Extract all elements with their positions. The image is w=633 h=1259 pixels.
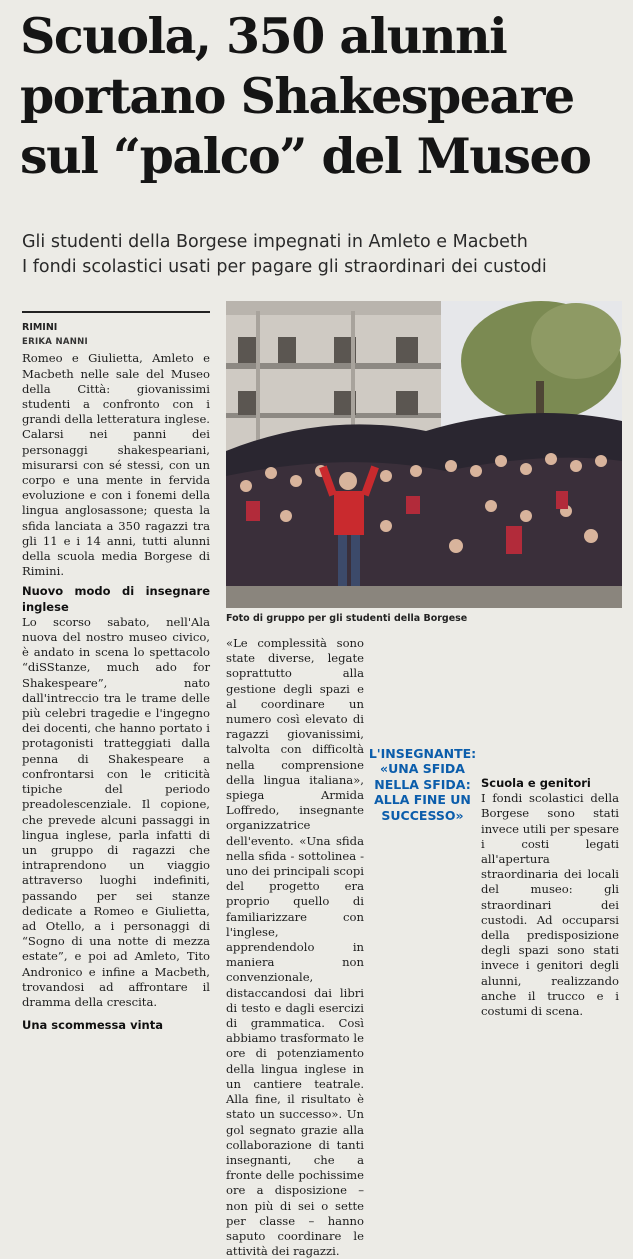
article-column-3 [481,776,619,1019]
article-column-2 [226,636,364,1259]
section-1-title: Nuovo modo di insegnare inglese [22,584,210,614]
byline-city: RIMINI [22,322,58,333]
pull-quote-label: L'INSEGNANTE: [368,746,477,761]
subheadline-line-2: I fondi scolastici usati per pagare gli straordinari dei custodi [22,257,547,277]
byline-author: ERIKA NANNI [22,337,89,348]
subheadline-line-1: Gli studenti della Borgese impegnati in Amleto e Macbeth [22,232,528,252]
section-2-text: «Le complessità sono state diverse, legate soprattutto alla gestione degli spazi e al coordinare un numero così elevato di ragazzi giovanissimi, talvolta con difficoltà nella comprensione della lingua italiana», spiega Armida Loffredo, insegnante organizzatrice dell'evento. «Una sfida nella sfida - sottolinea - uno dei principali scopi del progetto era proprio quello di familiarizzare con l'inglese, apprendendolo in maniera non convenzionale, distaccandosi dai libri di testo e dagli esercizi di grammatica. Così abbiamo trasformato le ore di potenziamento della lingua inglese in un cantiere teatrale. Alla fine, il risultato è stato un successo». Un gol segnato grazie alla collaborazione di tanti insegnanti, che a fronte delle pochissime ore a disposizione – non più di sei o sette per classe – hanno saputo coordinare le attività dei ragazzi. [226,636,364,1259]
photo-caption: Foto di gruppo per gli studenti della Borgese [226,613,468,624]
article-column-1 [22,320,210,1033]
section-1-text: Lo scorso sabato, nell'Ala nuova del nostro museo civico, è andato in scena lo spettacolo “diSStanze, much ado for Shakespeare”, nato dall'intreccio tra le trame delle più celebri tragedie e l'ingegno dei docenti, che hanno portato i protagonisti tratteggiati dalla penna di Shakespeare a confrontarsi con le criticità tipiche del periodo preadolescenziale. Il copione, che prevede alcuni passaggi in lingua inglese, parla infatti di un gruppo di ragazzi che intraprendono un viaggio attraverso luoghi indefiniti, passando per sei stanze dedicate a Romeo e Giulietta, ad Otello, a i personaggi di “Sogno di una notte di mezza estate”, e poi ad Amleto, Tito Andronico e infine a Macbeth, trovandosi ad affrontare il dramma della crescita. [22,614,210,1009]
subheadline [22,230,627,280]
group-photo [226,301,622,608]
pull-quote [366,746,479,823]
section-2-title: Una scommessa vinta [22,1018,163,1033]
headline: Scuola, 350 alunni portano Shakespeare sul “palco” del Museo [20,7,591,185]
pull-quote-text: «UNA SFIDA NELLA SFIDA: ALLA FINE UN SUCCESSO» [374,761,471,823]
lead-paragraph: Romeo e Giulietta, Amleto e Macbeth nelle sale del Museo della Città: giovanissimi studenti a confronto con i grandi della letteratura inglese. Calarsi nei panni dei personaggi shakespeariani, misurarsi con sé stessi, con un corpo e una mente in fervida evoluzione e con i fonemi della lingua anglosassone; questa la sfida lanciata a 350 ragazzi tra gli 11 e i 14 anni, tutti alunni della scuola media Borgese di Rimini. [22,351,210,579]
section-3-text: I fondi scolastici della Borgese sono stati invece utili per spesare i costi legati all'apertura straordinaria dei locali del museo: gli straordinari dei custodi. Ad occuparsi della predisposizione degli spazi sono stati invece i genitori degli alunni, realizzando anche il trucco e i costumi di scena. [481,791,619,1019]
section-3-title: Scuola e genitori [481,776,591,790]
group-photo-image [226,301,622,608]
column-rule [22,311,210,313]
